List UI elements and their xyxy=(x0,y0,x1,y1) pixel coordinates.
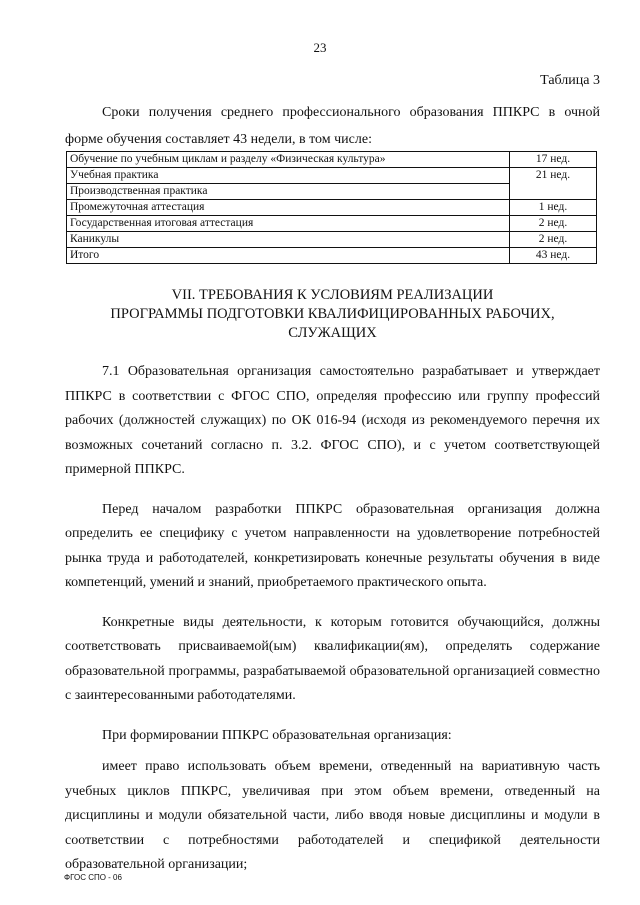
row-label: Обучение по учебным циклам и разделу «Физическая культура» xyxy=(67,152,510,168)
table-row xyxy=(67,200,597,216)
section-title-line: ПРОГРАММЫ ПОДГОТОВКИ КВАЛИФИЦИРОВАННЫХ РАБОЧИХ, xyxy=(110,306,555,322)
table-row xyxy=(67,232,597,248)
row-label: Учебная практика xyxy=(67,168,510,184)
body-text xyxy=(65,360,600,878)
row-label: Каникулы xyxy=(67,232,510,248)
row-value: 1 нед. xyxy=(510,200,597,216)
paragraph: При формировании ППКРС образовательная организация: xyxy=(102,727,452,743)
table-row xyxy=(67,248,597,264)
section-title-line: VII. ТРЕБОВАНИЯ К УСЛОВИЯМ РЕАЛИЗАЦИИ xyxy=(171,287,494,303)
row-value: 2 нед. xyxy=(510,232,597,248)
row-value: 17 нед. xyxy=(510,152,597,168)
table-row xyxy=(67,216,597,232)
page-number: 23 xyxy=(313,40,327,55)
row-label: Производственная практика xyxy=(67,184,510,200)
row-value: 2 нед. xyxy=(510,216,597,232)
row-value: 43 нед. xyxy=(510,248,597,264)
row-value: 21 нед. xyxy=(510,168,597,200)
paragraph: Конкретные виды деятельности, к которым готовится обучающийся, должны соответствовать присваиваемой(ым) квалификации(ям), определять содержание образовательной программы, разрабатываемой образовательной организацией совместно с заинтересованными работодателями. xyxy=(65,614,600,703)
table-row xyxy=(67,152,597,168)
section-title xyxy=(60,286,605,343)
paragraph: 7.1 Образовательная организация самостоятельно разрабатывает и утверждает ППКРС в соответствии с ФГОС СПО, определяя профессию или группу профессий рабочих (должностей служащих) по ОК 016-94 (исходя из рекомендуемого перечня их возможных сочетаний согласно п. 3.2. ФГОС СПО), и с учетом соответствующей примерной ППКРС. xyxy=(65,364,600,477)
intro-paragraph: Сроки получения среднего профессионального образования ППКРС в очной форме обучения составляет 43 недели, в том числе: xyxy=(65,105,600,147)
table-row xyxy=(67,168,597,184)
row-label: Промежуточная аттестация xyxy=(67,200,510,216)
schedule-table xyxy=(66,151,597,264)
table-label: Таблица 3 xyxy=(540,73,600,88)
paragraph: имеет право использовать объем времени, отведенный на вариативную часть учебных циклов ППКРС, увеличивая при этом объем времени, отведенный на дисциплины и модули обязательной части, либо вводя новые дисциплины и модули в соответствии с потребностями работодателей и спецификой деятельности образовательной организации; xyxy=(65,759,600,872)
section-title-line: СЛУЖАЩИХ xyxy=(288,325,377,341)
row-label: Государственная итоговая аттестация xyxy=(67,216,510,232)
row-label: Итого xyxy=(67,248,510,264)
footer-code: ФГОС СПО - 06 xyxy=(64,873,122,882)
paragraph: Перед началом разработки ППКРС образовательная организация должна определить ее специфику с учетом направленности на удовлетворение потребностей рынка труда и работодателей, конкретизировать конечные результаты обучения в виде компетенций, умений и знаний, приобретаемого практического опыта. xyxy=(65,501,600,590)
